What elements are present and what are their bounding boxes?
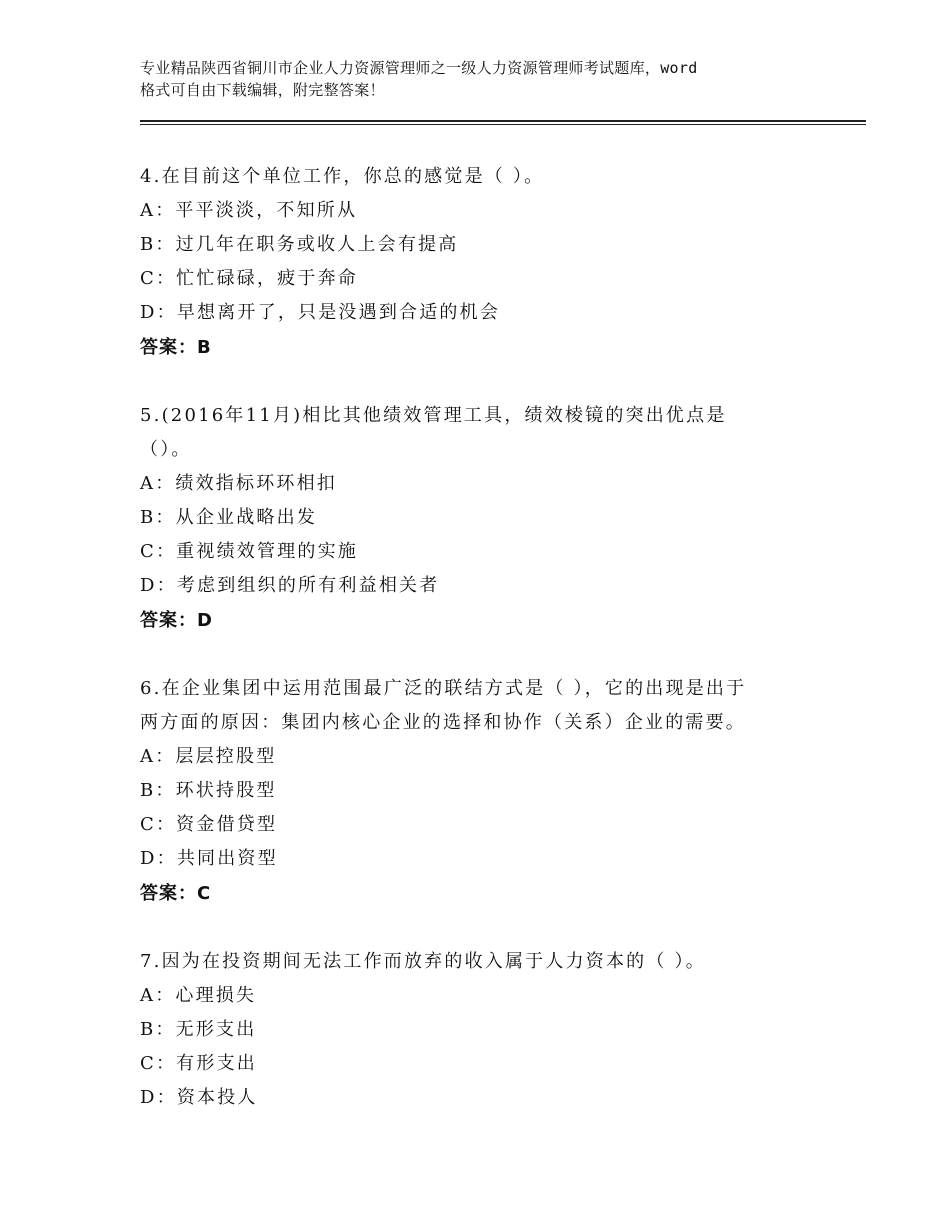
header-line-2: 格式可自由下载编辑，附完整答案！ [140, 81, 385, 99]
header-line-1: 专业精品陕西省铜川市企业人力资源管理师之一级人力资源管理师考试题库，word [140, 59, 698, 77]
question-6-stem-line-2: 两方面的原因：集团内核心企业的选择和协作（关系）企业的需要。 [140, 712, 746, 733]
question-4-stem: 4.在目前这个单位工作，你总的感觉是（ ）。 [140, 166, 545, 187]
question-7-option-c: C：有形支出 [140, 1053, 257, 1074]
question-5-stem-line-2: （）。 [140, 439, 192, 460]
question-5-answer: 答案：D [140, 610, 213, 631]
question-6-answer: 答案：C [140, 883, 212, 904]
question-6-option-b: B：环状持股型 [140, 780, 277, 801]
question-4-option-b: B：过几年在职务或收人上会有提高 [140, 234, 459, 255]
question-4-option-c: C：忙忙碌碌，疲于奔命 [140, 268, 358, 289]
question-7-stem: 7.因为在投资期间无法工作而放弃的收入属于人力资本的（ ）。 [140, 951, 706, 972]
question-6-stem-line-1: 6.在企业集团中运用范围最广泛的联结方式是（ ），它的出现是出于 [140, 678, 747, 699]
header-divider-thick [140, 120, 866, 122]
document-header [140, 57, 840, 101]
question-5-option-d: D：考虑到组织的所有利益相关者 [140, 575, 440, 596]
question-5-stem-line-1: 5.(2016年11月)相比其他绩效管理工具，绩效棱镜的突出优点是 [140, 405, 727, 426]
question-7-option-a: A：心理损失 [140, 985, 257, 1006]
question-7-option-d: D：资本投人 [140, 1087, 258, 1108]
question-5-option-b: B：从企业战略出发 [140, 507, 318, 528]
question-5-option-c: C：重视绩效管理的实施 [140, 541, 358, 562]
header-divider-thin [140, 124, 866, 125]
question-4-option-a: A：平平淡淡，不知所从 [140, 200, 358, 221]
question-7-option-b: B：无形支出 [140, 1019, 257, 1040]
question-5-option-a: A：绩效指标环环相扣 [140, 473, 337, 494]
question-4-answer: 答案：B [140, 337, 212, 358]
question-6-option-a: A：层层控股型 [140, 746, 277, 767]
question-6-option-d: D：共同出资型 [140, 848, 278, 869]
question-6-option-c: C：资金借贷型 [140, 814, 278, 835]
question-4-option-d: D：早想离开了，只是没遇到合适的机会 [140, 302, 501, 323]
